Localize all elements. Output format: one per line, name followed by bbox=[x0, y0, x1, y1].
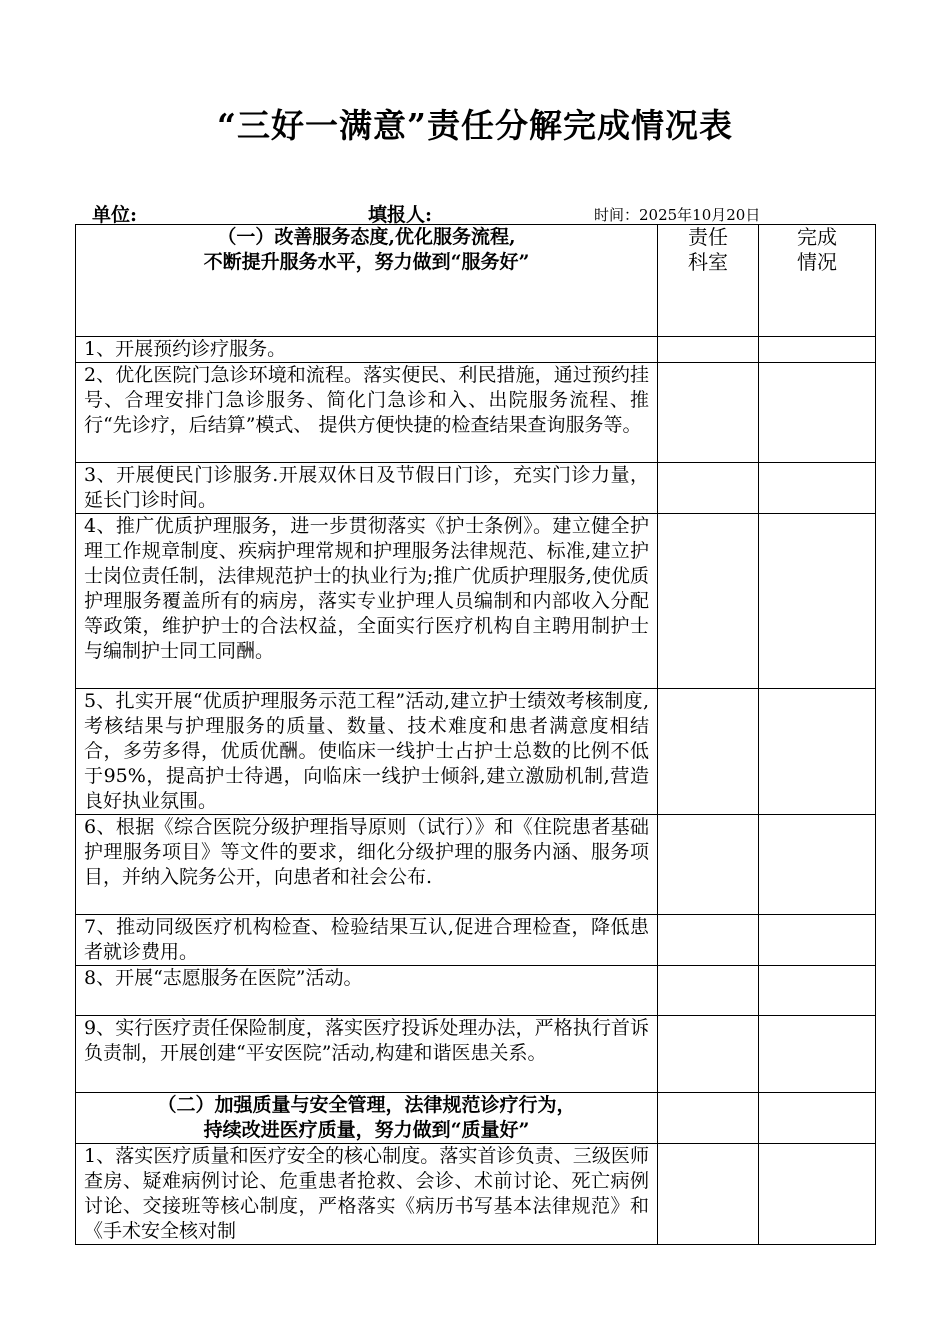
completion-cell bbox=[759, 463, 876, 514]
table-row bbox=[76, 463, 876, 514]
department-cell bbox=[658, 1144, 759, 1245]
section-heading-row bbox=[76, 1093, 876, 1144]
completion-cell bbox=[759, 514, 876, 689]
completion-cell bbox=[759, 1016, 876, 1093]
item-text: 3、开展便民门诊服务.开展双休日及节假日门诊，充实门诊力量，延长门诊时间。 bbox=[76, 463, 658, 514]
item-text: 5、扎实开展“优质护理服务示范工程”活动,建立护士绩效考核制度,考核结果与护理服务的质量、数量、技术难度和患者满意度相结合，多劳多得，优质优酬。使临床一线护士占护士总数的比例不低于95%，提高护士待遇，向临床一线护士倾斜,建立激励机制,营造良好执业氛围。 bbox=[76, 689, 658, 815]
table-row bbox=[76, 915, 876, 966]
table-row bbox=[76, 689, 876, 815]
department-cell bbox=[658, 337, 759, 363]
responsibility-table bbox=[75, 224, 876, 1245]
table-header-row bbox=[76, 225, 876, 337]
completion-column-header: 完成 情况 bbox=[759, 225, 876, 337]
section-heading: （二）加强质量与安全管理，法律规范诊疗行为， 持续改进医疗质量，努力做到“质量好” bbox=[76, 1093, 658, 1144]
table-row bbox=[76, 1144, 876, 1245]
table-row bbox=[76, 966, 876, 1016]
department-cell bbox=[658, 1093, 759, 1144]
section-heading: （一）改善服务态度,优化服务流程, 不断提升服务水平，努力做到“服务好” bbox=[76, 225, 658, 337]
completion-cell bbox=[759, 966, 876, 1016]
table-row bbox=[76, 1016, 876, 1093]
department-column-header: 责任 科室 bbox=[658, 225, 759, 337]
department-cell bbox=[658, 966, 759, 1016]
department-cell bbox=[658, 1016, 759, 1093]
item-text: 8、开展“志愿服务在医院”活动。 bbox=[76, 966, 658, 1016]
completion-cell bbox=[759, 689, 876, 815]
document-title: “三好一满意”责任分解完成情况表 bbox=[217, 106, 733, 145]
department-cell bbox=[658, 689, 759, 815]
item-text: 4、推广优质护理服务，进一步贯彻落实《护士条例》。建立健全护理工作规章制度、疾病护理常规和护理服务法律规范、标准,建立护士岗位责任制，法律规范护士的执业行为;推广优质护理服务,使优质护理服务覆盖所有的病房，落实专业护理人员编制和内部收入分配等政策，维护护士的合法权益，全面实行医疗机构自主聘用制护士与编制护士同工同酬。 bbox=[76, 514, 658, 689]
item-text: 7、推动同级医疗机构检查、检验结果互认,促进合理检查，降低患者就诊费用。 bbox=[76, 915, 658, 966]
department-cell bbox=[658, 815, 759, 915]
item-text: 6、根据《综合医院分级护理指导原则（试行）》和《住院患者基础护理服务项目》等文件的要求，细化分级护理的服务内涵、服务项目，并纳入院务公开，向患者和社会公布. bbox=[76, 815, 658, 915]
table-row bbox=[76, 337, 876, 363]
department-cell bbox=[658, 514, 759, 689]
filler-label: 填报人: bbox=[368, 204, 433, 226]
table-row bbox=[76, 815, 876, 915]
table-row bbox=[76, 514, 876, 689]
department-cell bbox=[658, 363, 759, 463]
department-cell bbox=[658, 463, 759, 514]
completion-cell bbox=[759, 363, 876, 463]
completion-cell bbox=[759, 337, 876, 363]
item-text: 1、落实医疗质量和医疗安全的核心制度。落实首诊负责、三级医师查房、疑难病例讨论、危重患者抢救、会诊、术前讨论、死亡病例讨论、交接班等核心制度，严格落实《病历书写基本法律规范》和《手术安全核对制 bbox=[76, 1144, 658, 1245]
completion-cell bbox=[759, 1093, 876, 1144]
item-text: 9、实行医疗责任保险制度，落实医疗投诉处理办法，严格执行首诉负责制，开展创建“平安医院”活动,构建和谐医患关系。 bbox=[76, 1016, 658, 1093]
completion-cell bbox=[759, 815, 876, 915]
completion-cell bbox=[759, 915, 876, 966]
table-row bbox=[76, 363, 876, 463]
report-date: 时间：2025年10月20日 bbox=[594, 206, 761, 224]
department-cell bbox=[658, 915, 759, 966]
completion-cell bbox=[759, 1144, 876, 1245]
item-text: 1、开展预约诊疗服务。 bbox=[76, 337, 658, 363]
unit-label: 单位: bbox=[92, 204, 138, 226]
item-text: 2、优化医院门急诊环境和流程。落实便民、利民措施，通过预约挂号、合理安排门急诊服务、简化门急诊和入、出院服务流程、推行“先诊疗，后结算”模式、 提供方便快捷的检查结果查询服务等。 bbox=[76, 363, 658, 463]
